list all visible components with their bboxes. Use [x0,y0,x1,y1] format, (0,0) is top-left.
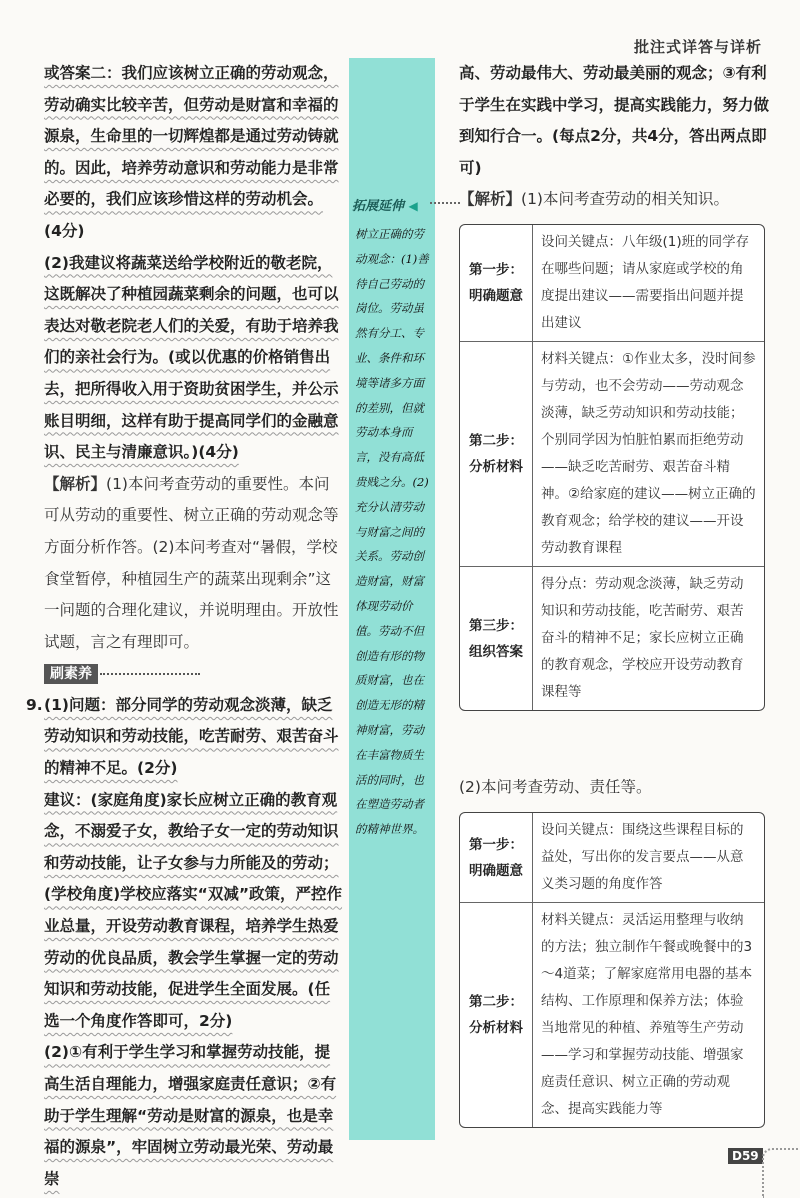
right-analysis-paragraph [459,184,769,216]
analysis-text: (1)本问考查劳动的重要性。本问可从劳动的重要性、树立正确的劳动观念等方面分析作答。(2)本问考查对“暑假，学校食堂暂停，种植园生产的蔬菜出现剩余”这一问题的合理化建议，并说明理由。开放性试题，言之有理即可。 [44,474,339,651]
analysis-table-2 [459,812,765,1128]
table-row [460,813,764,902]
question-9-part-2: (2)①有利于学生学习和掌握劳动技能，提高生活自理能力，增强家庭责任意识；②有助于学生理解“劳动是财富的源泉，也是幸福的源泉”，牢固树立劳动最光荣、劳动最崇 [44,1043,337,1188]
step-content: 材料关键点：灵活运用整理与收纳的方法；独立制作午餐或晚餐中的3～4道菜；了解家庭常用电器的基本结构、工作原理和保养方法；体验当地常见的种植、养殖等生产劳动——学习和掌握劳动技能、增强家庭责任意识、树立正确的劳动观念、提高实践能力等 [541,912,753,1117]
page-number: D59 [728,1148,763,1164]
step-header [460,342,533,566]
arrow-left-icon: ◀ [408,199,418,213]
step-header [460,813,533,902]
suggestion-paragraph: (2)我建议将蔬菜送给学校附近的敬老院，这既解决了种植园蔬菜剩余的问题，也可以表达对敬老院老人们的关爱，有助于培养我们的亲社会行为。(或以优惠的价格销售出去，把所得收入用于资助贫困学生，并公示账目明细，这样有助于提高同学们的金融意识、民主与清廉意识。)(4分) [44,253,339,462]
step-label: 第三步： [469,617,523,634]
step-name: 明确题意 [469,862,523,879]
analysis-paragraph [44,469,344,659]
right-analysis-2-text: (2)本问考查劳动、责任等。 [459,778,652,796]
left-column [26,58,344,1195]
table-row [460,566,764,710]
analysis-table-1 [459,224,765,711]
page-corner-decoration [762,1148,800,1198]
step-label: 第一步： [469,836,523,853]
section-heading [44,658,344,690]
table-row [460,902,764,1127]
right-answer-paragraph: 高、劳动最伟大、劳动最美丽的观念；③有利于学生在实践中学习，提高实践能力，努力做到知行合一。(每点2分，共4分，答出两点即可) [459,64,770,177]
page-header-title: 批注式详答与详析 [633,38,762,56]
right-analysis-text: (1)本问考查劳动的相关知识。 [521,190,729,209]
section-tag: 刷素养 [44,664,98,684]
step-header [460,567,533,710]
step-name: 明确题意 [469,288,523,304]
sidebar-title-text: 拓展延伸 [352,199,405,214]
step-content: 设问关键点：围绕这些课程目标的益处，写出你的发言要点——从意义类习题的角度作答 [541,822,744,892]
step-name: 分析材料 [469,1020,523,1036]
question-9-suggestion: 建议：(家庭角度)家长应树立正确的教育观念，不溺爱子女，教给子女一定的劳动知识和劳动技能，让子女参与力所能及的劳动；(学校角度)学校应落实“双减”政策，严控作业总量，开设劳动教育课程，培养学生热爱劳动的优良品质，教会学生掌握一定的劳动知识和劳动技能，促进学生全面发展。(任选一个角度作答即可，2分) [44,790,343,1030]
step-label: 第二步： [469,433,523,449]
sidebar-text: 树立正确的劳动观念：(1)善待自己劳动的岗位。劳动虽然有分工、专业、条件和环境等诸多方面的差别，但就劳动本身而言，没有高低贵贱之分。(2)充分认清劳动与财富之间的关系。劳动创造财富，财富体现劳动价值。劳动不但创造有形的物质财富，也在创造无形的精神财富，劳动在丰富物质生活的同时，也在塑造劳动者的精神世界。 [355,227,429,837]
step-content: 材料关键点：①作业太多，没时间参与劳动，也不会劳动——劳动观念淡薄，缺乏劳动知识和劳动技能；个别同学因为怕脏怕累而拒绝劳动——缺乏吃苦耐劳、艰苦奋斗精神。②给家庭的建议——树立正确的教育观念；给学校的建议——开设劳动教育课程 [541,351,756,556]
question-9-part-1-text: (1)问题：部分同学的劳动观念淡薄，缺乏劳动知识和劳动技能，吃苦耐劳、艰苦奋斗的精神不足。(2分) [44,695,339,778]
answer-two-score: (4分) [44,221,85,240]
step-content: 设问关键点：八年级(1)班的同学存在哪些问题；请从家庭或学校的角度提出建议——需要指出问题并提出建议 [541,234,750,331]
step-header [460,225,533,341]
right-column [459,58,769,216]
sidebar-connector [430,202,460,204]
question-9-part-1 [26,690,344,785]
step-name: 组织答案 [469,643,523,660]
right-analysis-2 [459,772,769,804]
step-content: 得分点：劳动观念淡薄，缺乏劳动知识和劳动技能，吃苦耐劳、艰苦奋斗的精神不足；家长应树立正确的教育观念，学校应开设劳动教育课程等 [541,576,744,700]
question-number: 9. [26,695,43,714]
table-row [460,341,764,566]
section-divider [100,673,200,675]
right-analysis-label: 【解析】 [459,190,522,209]
step-name: 分析材料 [469,459,523,475]
answer-two-paragraph: 或答案二：我们应该树立正确的劳动观念，劳动确实比较辛苦，但劳动是财富和幸福的源泉，生命里的一切辉煌都是通过劳动铸就的。因此，培养劳动意识和劳动能力是非常必要的，我们应该珍惜这样的劳动机会。 [44,64,339,209]
step-label: 第一步： [469,262,523,278]
table-row [460,225,764,341]
step-label: 第二步： [469,994,523,1010]
analysis-label: 【解析】 [44,474,107,493]
sidebar-title [352,195,444,214]
step-header [460,903,533,1127]
